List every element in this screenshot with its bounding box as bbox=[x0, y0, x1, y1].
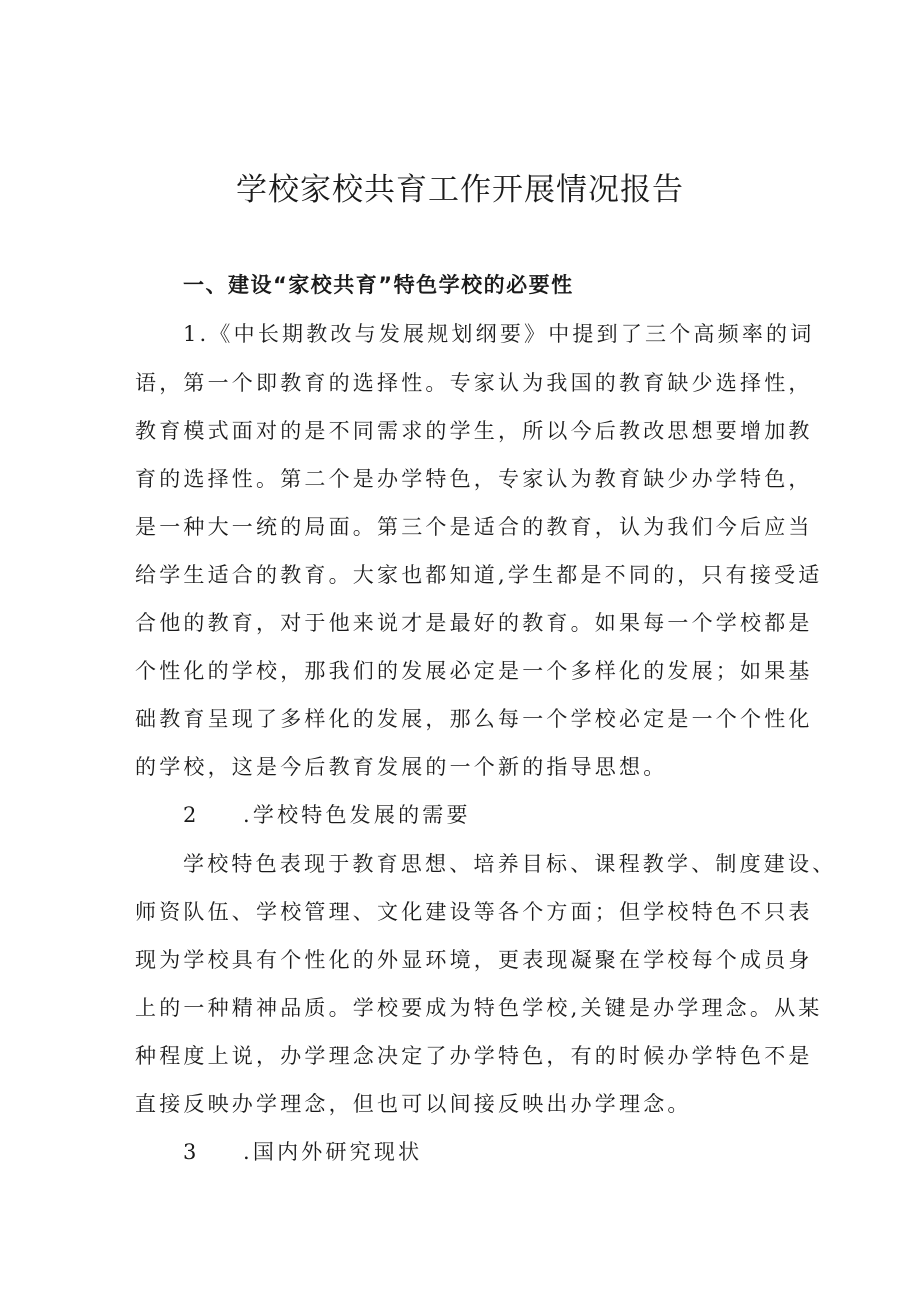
paragraph-1-line: 育的选择性。第二个是办学特色，专家认为教育缺少办学特色， bbox=[135, 467, 813, 491]
paragraph-2-line: 现为学校具有个性化的外显环境，更表现凝聚在学校每个成员身 bbox=[135, 948, 813, 972]
paragraph-1-line: 给学生适合的教育。大家也都知道,学生都是不同的，只有接受适 bbox=[135, 563, 823, 587]
paragraph-1-line: 是一种大一统的局面。第三个是适合的教育，认为我们今后应当 bbox=[135, 515, 813, 539]
item-2-label: .学校特色发展的需要 bbox=[243, 803, 471, 827]
paragraph-1-line: 础教育呈现了多样化的发展，那么每一个学校必定是一个个性化 bbox=[135, 707, 813, 731]
paragraph-1-line: 语，第一个即教育的选择性。专家认为我国的教育缺少选择性， bbox=[135, 371, 813, 395]
item-3-number: 3 bbox=[183, 1140, 200, 1164]
item-2-heading bbox=[183, 800, 471, 830]
item-3-heading bbox=[183, 1137, 422, 1167]
paragraph-2-line: 师资队伍、学校管理、文化建设等各个方面；但学校特色不只表 bbox=[135, 900, 813, 924]
paragraph-1-line: 教育模式面对的是不同需求的学生，所以今后教改思想要增加教 bbox=[135, 419, 813, 443]
paragraph-2-line: 学校特色表现于教育思想、培养目标、课程教学、制度建设、 bbox=[183, 852, 837, 876]
item-3-label: .国内外研究现状 bbox=[243, 1140, 423, 1164]
section-heading-1: 一、建设“家校共育”特色学校的必要性 bbox=[183, 273, 574, 297]
document-title: 学校家校共育工作开展情况报告 bbox=[236, 172, 684, 208]
paragraph-2-line: 直接反映办学理念，但也可以间接反映出办学理念。 bbox=[135, 1092, 692, 1116]
paragraph-1-line: 的学校，这是今后教育发展的一个新的指导思想。 bbox=[135, 755, 668, 779]
paragraph-1-line: 合他的教育，对于他来说才是最好的教育。如果每一个学校都是 bbox=[135, 611, 813, 635]
paragraph-1-line: 1.《中长期教改与发展规划纲要》中提到了三个高频率的词 bbox=[183, 322, 815, 346]
item-2-number: 2 bbox=[183, 803, 200, 827]
paragraph-2-line: 种程度上说，办学理念决定了办学特色，有的时候办学特色不是 bbox=[135, 1044, 813, 1068]
paragraph-2-line: 上的一种精神品质。学校要成为特色学校,关键是办学理念。从某 bbox=[135, 996, 823, 1020]
paragraph-1-line: 个性化的学校，那我们的发展必定是一个多样化的发展；如果基 bbox=[135, 659, 813, 683]
